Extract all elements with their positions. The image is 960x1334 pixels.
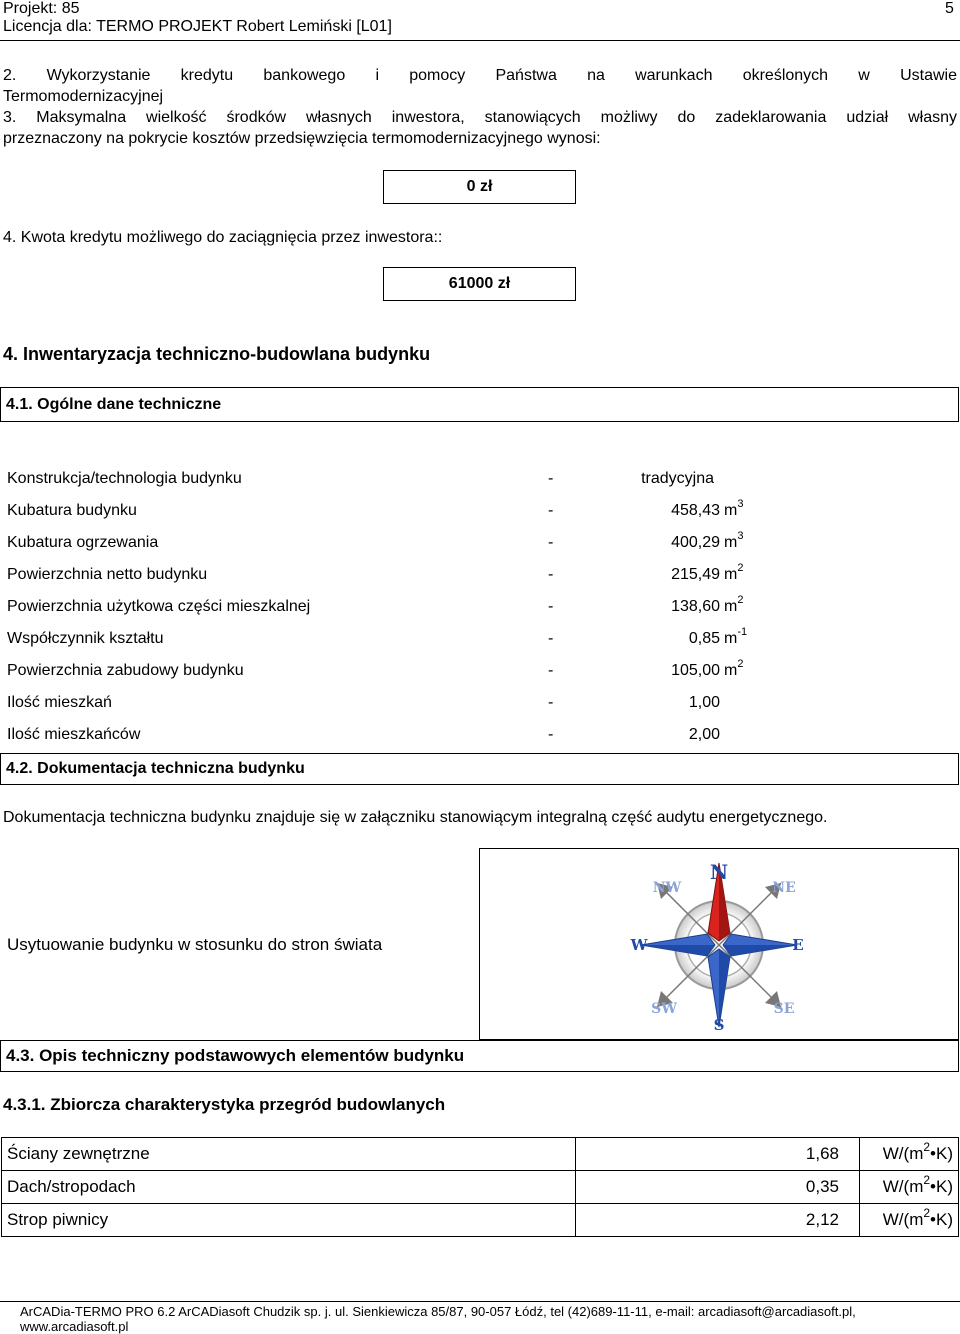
tech-row-label: Powierzchnia zabudowy budynku: [7, 662, 244, 679]
tech-row-value: tradycyjna: [641, 470, 714, 487]
tech-row-label: Konstrukcja/technologia budynku: [7, 470, 242, 487]
tech-row-unit: [724, 498, 744, 520]
section41-title-box: [0, 387, 959, 422]
unit-sup: 2: [923, 1140, 931, 1154]
tech-row: [7, 726, 767, 746]
tech-row-unit-base: m: [724, 630, 738, 647]
item3-line1: 3. Maksymalna wielkość środków własnych inwestora, stanowiących możliwy do zadeklarowania udział własny: [3, 109, 957, 126]
tech-row-dash: -: [548, 662, 554, 679]
own-funds-box: [383, 170, 576, 204]
tech-row-dash: -: [548, 694, 554, 711]
partition-u-value: 2,12: [576, 1204, 860, 1237]
partition-unit: [860, 1138, 959, 1171]
section41-title: 4.1. Ogólne dane techniczne: [6, 396, 222, 413]
tech-row-unit-exp: 3: [737, 498, 744, 510]
tech-row: [7, 562, 767, 586]
tech-row: [7, 694, 767, 714]
tech-row-unit-base: m: [724, 534, 738, 551]
compass-s: S: [713, 1016, 725, 1034]
tech-row-unit: [724, 626, 748, 648]
unit-pre: W/(m: [882, 1177, 924, 1196]
table-row: [2, 1204, 959, 1237]
partition-name: Ściany zewnętrzne: [2, 1138, 576, 1171]
tech-row-value: 458,43: [671, 502, 720, 519]
unit-post: •K): [930, 1210, 953, 1229]
partition-name: Strop piwnicy: [2, 1204, 576, 1237]
header-project: Projekt: 85: [3, 0, 80, 17]
tech-row-label: Kubatura budynku: [7, 502, 137, 519]
tech-row-dash: -: [548, 566, 554, 583]
tech-row-value: 1,00: [688, 694, 720, 711]
tech-row: [7, 658, 767, 682]
tech-row-label: Kubatura ogrzewania: [7, 534, 159, 551]
tech-row-value: 400,29: [671, 534, 720, 551]
tech-row-unit: [724, 562, 744, 584]
tech-row-unit-exp: 2: [737, 562, 744, 574]
section431-title: 4.3.1. Zbiorcza charakterystyka przegród budowlanych: [3, 1095, 446, 1114]
tech-row-value: 138,60: [671, 598, 720, 615]
own-funds-value: 0 zł: [466, 178, 493, 195]
header-license: Licencja dla: TERMO PROJEKT Robert Lemiński [L01]: [3, 18, 392, 35]
page-number: 5: [945, 0, 954, 17]
partition-unit: [860, 1204, 959, 1237]
table-row: [2, 1171, 959, 1204]
footer-divider: [0, 1301, 960, 1302]
tech-row-dash: -: [548, 630, 554, 647]
tech-row: [7, 530, 767, 554]
tech-row-unit: [724, 594, 744, 616]
compass-n: N: [709, 860, 729, 884]
item2-line2: Termomodernizacyjnej: [3, 88, 164, 105]
unit-post: •K): [930, 1144, 953, 1163]
tech-row: [7, 498, 767, 522]
section4-title: 4. Inwentaryzacja techniczno-budowlana budynku: [3, 344, 431, 364]
item3-line2: przeznaczony na pokrycie kosztów przedsięwzięcia termomodernizacyjnego wynosi:: [3, 130, 601, 147]
partitions-table: [1, 1137, 959, 1237]
partition-u-value: 0,35: [576, 1171, 860, 1204]
tech-row-label: Powierzchnia netto budynku: [7, 566, 208, 583]
tech-row-unit-base: m: [724, 662, 738, 679]
compass-w: W: [630, 936, 648, 954]
tech-row: [7, 470, 767, 490]
section43-title-box: [0, 1040, 959, 1072]
partition-u-value: 1,68: [576, 1138, 860, 1171]
compass-sw: SW: [651, 1001, 677, 1017]
item2-line1: 2. Wykorzystanie kredytu bankowego i pomocy Państwa na warunkach określonych w Ustawie: [3, 67, 957, 84]
section43-title: 4.3. Opis techniczny podstawowych elementów budynku: [6, 1046, 465, 1065]
tech-row-label: Ilość mieszkań: [7, 694, 112, 711]
unit-pre: W/(m: [882, 1210, 924, 1229]
unit-post: •K): [930, 1177, 953, 1196]
tech-row-value: 105,00: [671, 662, 720, 679]
tech-row: [7, 626, 767, 650]
section42-title: 4.2. Dokumentacja techniczna budynku: [6, 760, 305, 777]
tech-row-unit-base: m: [724, 598, 738, 615]
credit-box: [383, 267, 576, 301]
tech-row-dash: -: [548, 726, 554, 743]
compass-rose-icon: [480, 849, 958, 1039]
compass-ne: NE: [772, 880, 796, 896]
tech-row-unit: [724, 658, 744, 680]
tech-row-value: 215,49: [671, 566, 720, 583]
tech-row-unit-exp: -1: [737, 626, 748, 638]
tech-row-unit-exp: 2: [737, 594, 744, 606]
unit-sup: 2: [923, 1206, 931, 1220]
compass-box: [479, 848, 959, 1040]
header-divider: [0, 40, 960, 41]
tech-row-value: 2,00: [688, 726, 720, 743]
compass-e: E: [792, 936, 804, 954]
tech-row-dash: -: [548, 534, 554, 551]
partition-name: Dach/stropodach: [2, 1171, 576, 1204]
unit-pre: W/(m: [882, 1144, 924, 1163]
tech-row-unit-base: m: [724, 502, 738, 519]
compass-nw: NW: [652, 880, 682, 896]
section42-text: Dokumentacja techniczna budynku znajduje się w załączniku stanowiącym integralną część audytu energetycznego.: [3, 809, 828, 826]
compass-se: SE: [773, 1001, 795, 1017]
orientation-label: Usytuowanie budynku w stosunku do stron świata: [7, 935, 383, 954]
tech-row-unit: [724, 530, 744, 552]
table-row: [2, 1138, 959, 1171]
tech-row-dash: -: [548, 598, 554, 615]
tech-row-dash: -: [548, 470, 554, 487]
tech-row-unit-base: m: [724, 566, 738, 583]
item4-text: 4. Kwota kredytu możliwego do zaciągnięcia przez inwestora::: [3, 229, 443, 246]
section42-title-box: [0, 753, 959, 785]
tech-row-label: Powierzchnia użytkowa części mieszkalnej: [7, 598, 311, 615]
partition-unit: [860, 1171, 959, 1204]
tech-row-unit-exp: 3: [737, 530, 744, 542]
tech-row-label: Ilość mieszkańców: [7, 726, 141, 743]
footer-text: ArCADia-TERMO PRO 6.2 ArCADiasoft Chudzik sp. j. ul. Sienkiewicza 85/87, 90-057 Łódź, tel (42)689-11-11, e-mail: arcadiasoft@arcadiasoft.pl, www.arcadiasoft.pl: [20, 1304, 856, 1334]
tech-row-value: 0,85: [688, 630, 720, 647]
tech-row-label: Współczynnik kształtu: [7, 630, 164, 647]
credit-value: 61000 zł: [448, 275, 511, 292]
tech-row-dash: -: [548, 502, 554, 519]
tech-row-unit-exp: 2: [737, 658, 744, 670]
tech-row: [7, 594, 767, 618]
unit-sup: 2: [923, 1173, 931, 1187]
